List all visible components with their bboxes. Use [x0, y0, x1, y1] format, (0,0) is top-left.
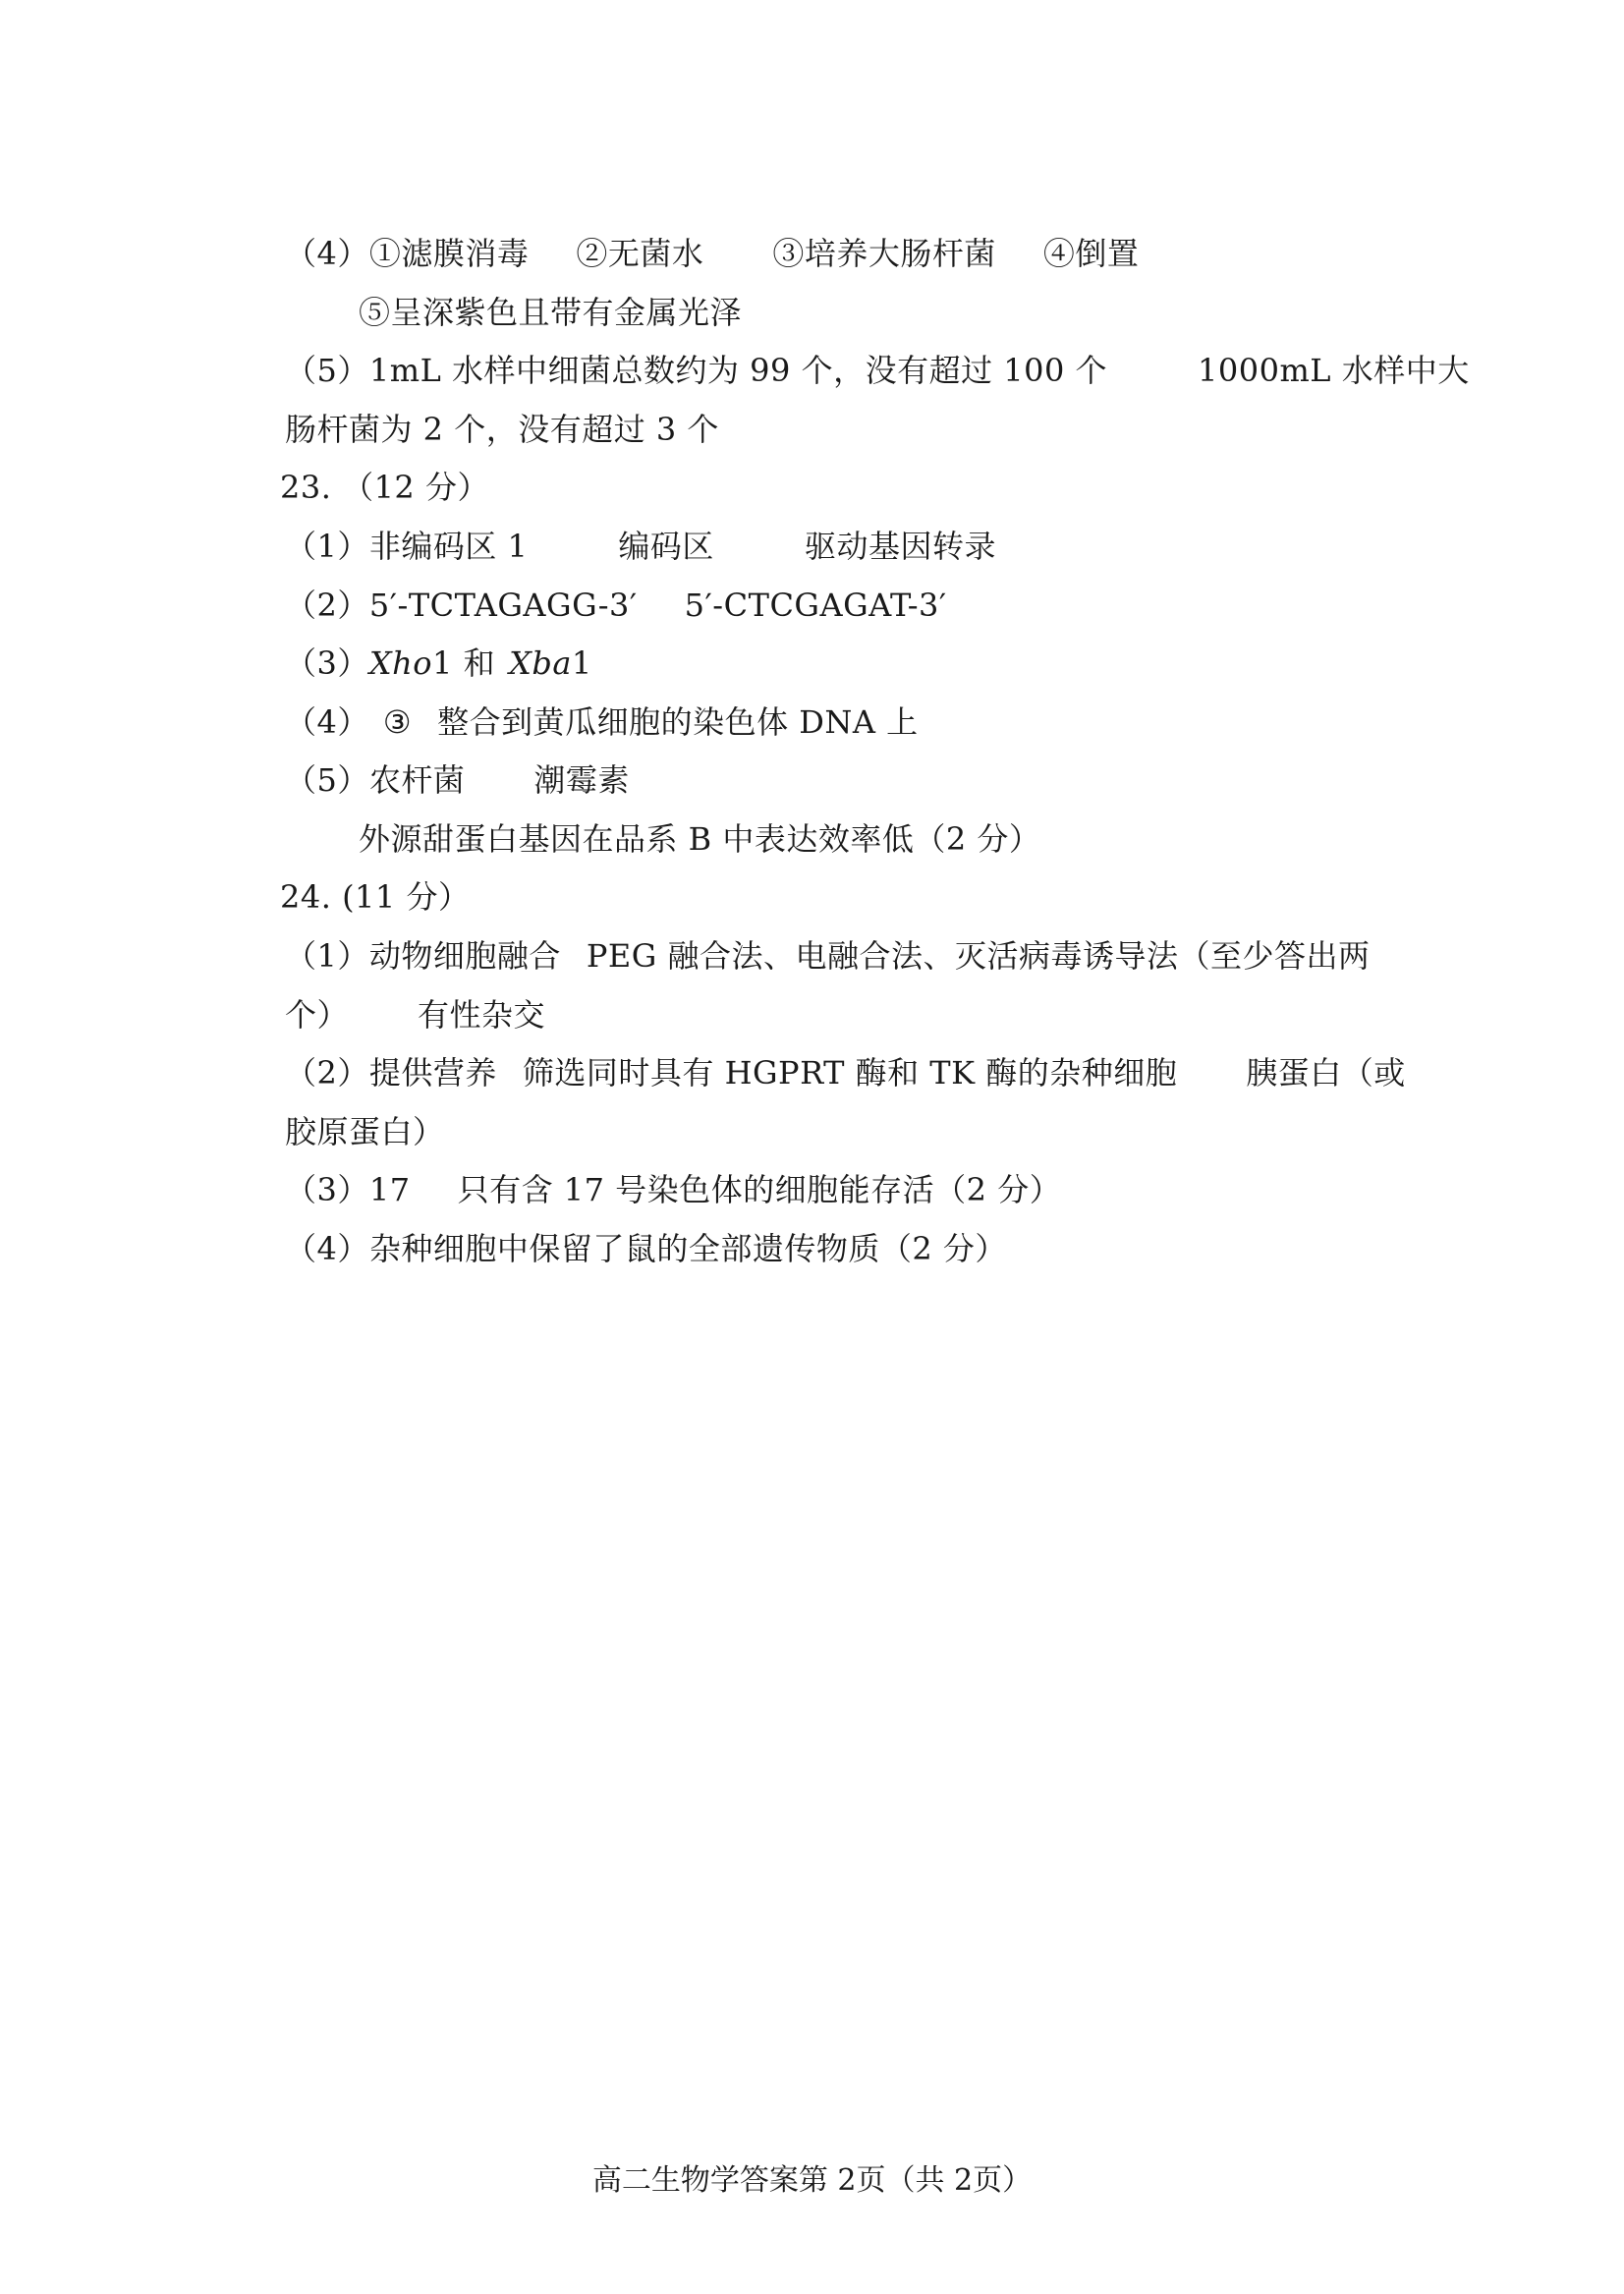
answer-2: 筛选同时具有 HGPRT 酶和 TK 酶的杂种细胞: [522, 1054, 1178, 1091]
answer-2: 1000mL 水样中大: [1198, 352, 1470, 389]
answer-1: 1mL 水样中细菌总数约为 99 个，没有超过 100 个: [368, 352, 1107, 389]
q24-part1-cont: [285, 995, 545, 1035]
answer-2: 编码区: [618, 528, 714, 565]
part-label: （5）: [285, 761, 369, 799]
answer-2: 潮霉素: [533, 761, 630, 799]
answer-3-cont: 胶原蛋白）: [285, 1113, 445, 1150]
part-label: （1）: [285, 937, 369, 975]
answer-5: ⑤呈深紫色且带有金属光泽: [359, 294, 743, 331]
answer-4: ④倒置: [1042, 235, 1140, 272]
answer-2: ②无菌水: [576, 235, 704, 272]
answer-1: 5′-TCTAGAGG-3′: [368, 587, 638, 624]
answer-1: 农杆菌: [368, 761, 466, 799]
enzyme-xba: Xba: [509, 644, 572, 682]
enzyme-xho-suffix: 1 和: [432, 644, 496, 682]
answer-1: 动物细胞融合: [368, 937, 561, 975]
answer-2: 整合到黄瓜细胞的染色体 DNA 上: [437, 703, 919, 741]
q24-header: 24. (11 分）: [280, 878, 471, 916]
answer-3: 胰蛋白（或: [1246, 1054, 1406, 1091]
part-label: （5）: [285, 352, 369, 389]
q24-part3-line: [285, 1170, 1061, 1209]
answer-1: 杂种细胞中保留了鼠的全部遗传物质（2 分）: [368, 1230, 1007, 1267]
answer-1: 提供营养: [368, 1054, 497, 1091]
answer-3: 驱动基因转录: [804, 528, 996, 565]
q22-part4-line: [285, 234, 1139, 273]
part-label: （3）: [285, 644, 369, 682]
answer-2-cont: 肠杆菌为 2 个，没有超过 3 个: [285, 411, 719, 448]
part-label: （4）: [285, 1230, 369, 1267]
page-footer: 高二生物学答案第 2页（共 2页）: [591, 2163, 1033, 2198]
answer-3: 外源甜蛋白基因在品系 B 中表达效率低（2 分）: [359, 820, 1041, 858]
q23-part4-line: [285, 702, 919, 742]
q24-part4-line: [285, 1229, 1007, 1268]
q23-part2-line: [285, 586, 947, 625]
part-label: （3）: [285, 1171, 369, 1208]
part-label: （2）: [285, 587, 369, 624]
answer-2: 5′-CTCGAGAT-3′: [684, 587, 947, 624]
answer-1: 17: [368, 1171, 411, 1208]
q23-part1-line: [285, 527, 996, 566]
answer-1: 非编码区 1: [368, 528, 529, 565]
q24-part1-line: [285, 936, 1371, 976]
answer-2: 只有含 17 号染色体的细胞能存活（2 分）: [457, 1171, 1062, 1208]
part-label: （4）: [285, 235, 369, 272]
answer-3: ③培养大肠杆菌: [772, 235, 996, 272]
answer-2-cont: 个）: [285, 996, 350, 1034]
q22-part5-line: [285, 351, 1470, 390]
answer-1: ①滤膜消毒: [368, 235, 530, 272]
q24-part2-cont: [285, 1112, 445, 1151]
part-label: （2）: [285, 1054, 369, 1091]
q24-part2-line: [285, 1053, 1406, 1092]
q23-header: 23. （12 分）: [280, 469, 489, 506]
enzyme-xba-suffix: 1: [571, 644, 592, 682]
answer-2: PEG 融合法、电融合法、灭活病毒诱导法（至少答出两: [586, 937, 1371, 975]
answer-3: 有性杂交: [418, 996, 546, 1034]
answer-1: ③: [382, 703, 413, 741]
part-label: （4）: [285, 703, 369, 741]
part-label: （1）: [285, 528, 369, 565]
q23-part5-line: [285, 760, 630, 800]
q22-part4-cont: [359, 293, 742, 332]
enzyme-xho: Xho: [368, 644, 433, 682]
q23-part3-line: [285, 643, 592, 683]
q22-part5-cont: [285, 410, 719, 449]
q23-part5-cont: [359, 819, 1040, 859]
